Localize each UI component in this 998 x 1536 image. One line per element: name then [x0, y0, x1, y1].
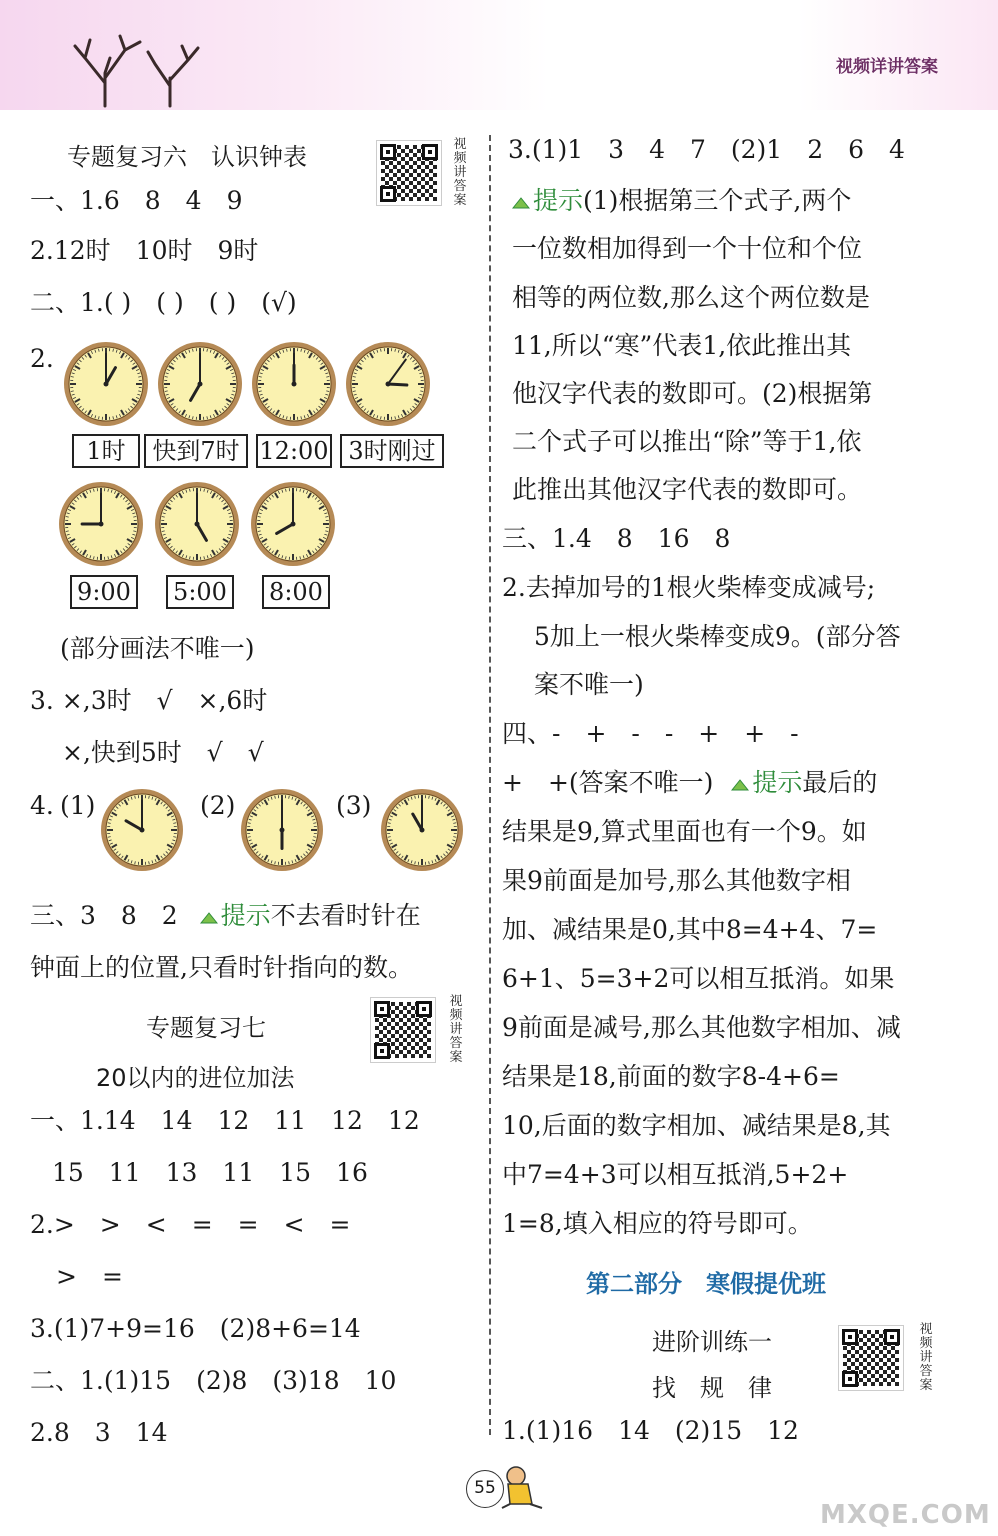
training-subtitle: 找 规 律 — [652, 1374, 772, 1402]
answer-line: ×,快到5时 √ √ — [62, 738, 264, 767]
answer-line: 5加上一根火柴棒变成9。(部分答 — [534, 622, 901, 651]
answer-line: 中7=4+3可以相互抵消,5+2+ — [502, 1160, 849, 1189]
answer-line: 2. — [30, 344, 54, 373]
answer-line: 相等的两位数,那么这个两位数是 — [512, 283, 870, 312]
answer-line: 一位数相加得到一个十位和个位 — [512, 234, 863, 263]
hint-icon — [200, 901, 221, 930]
answer-line: + +(答案不唯一) 提示最后的 — [502, 768, 878, 797]
answer-line: 4. — [30, 791, 54, 820]
answer-line: 钟面上的位置,只看时针指向的数。 — [30, 953, 413, 982]
part-label: (2) — [200, 791, 236, 820]
answer-line: 9前面是减号,那么其他数字相加、减 — [502, 1013, 901, 1042]
answer-line: 他汉字代表的数即可。(2)根据第 — [512, 379, 873, 408]
section-subtitle-7: 20以内的进位加法 — [96, 1064, 295, 1092]
qr-label: 视频讲答案 — [453, 137, 467, 208]
section-title-7: 专题复习七 — [146, 1014, 266, 1042]
answer-line: 3.(1)1 3 4 7 (2)1 2 6 4 — [508, 135, 905, 164]
clock-face-icon — [241, 789, 323, 871]
clock-face-icon — [64, 342, 148, 426]
qr-label: 视频讲答案 — [449, 994, 463, 1065]
answer-line: 10,后面的数字相加、减结果是8,其 — [502, 1111, 891, 1140]
part-label: (1) — [60, 791, 96, 820]
clock-face-icon — [346, 342, 430, 426]
answer-line: 3. ×,3时 √ ×,6时 — [30, 686, 268, 715]
answer-line: 15 11 13 11 15 16 — [52, 1158, 368, 1187]
answer-line: 一、1.14 14 12 11 12 12 — [30, 1106, 420, 1135]
tree-decoration-icon — [60, 28, 210, 108]
answer-line: 果9前面是加号,那么其他数字相 — [502, 866, 851, 895]
part-title: 第二部分 寒假提优班 — [586, 1270, 826, 1298]
answer-line: 三、1.4 8 16 8 — [502, 524, 731, 553]
clock-label: 3时刚过 — [340, 434, 444, 468]
answer-line: 2.> > < = = < = — [30, 1210, 351, 1239]
note: (部分画法不唯一) — [60, 634, 255, 663]
qr-code-3[interactable] — [838, 1325, 904, 1391]
hint-label: 提示 — [752, 768, 803, 797]
answer-line: 1=8,填入相应的符号即可。 — [502, 1209, 813, 1238]
answer-line: 一、1.6 8 4 9 — [30, 186, 243, 215]
answer-line: 三、3 8 2 提示不去看时针在 — [30, 901, 421, 930]
mascot-icon — [498, 1462, 548, 1512]
clock-face-icon — [381, 789, 463, 871]
hint-label: 提示 — [220, 901, 271, 930]
hint-icon — [731, 768, 752, 797]
clock-row-3 — [95, 786, 465, 876]
section-title-6: 专题复习六 认识钟表 — [67, 143, 307, 171]
answer-line: 二、1.( ) ( ) ( ) (√) — [30, 288, 297, 317]
clock-label: 8:00 — [262, 575, 330, 609]
answer-line: 6+1、5=3+2可以相互抵消。如果 — [502, 964, 895, 993]
answer-line: 四、- + - - + + - — [502, 719, 799, 748]
answer-line: 结果是9,算式里面也有一个9。如 — [502, 817, 867, 846]
clock-face-icon — [155, 482, 239, 566]
answer-line: 结果是18,前面的数字8-4+6= — [502, 1062, 840, 1091]
clock-face-icon — [251, 482, 335, 566]
qr-code-2[interactable] — [370, 997, 436, 1063]
answer-line: 2.8 3 14 — [30, 1418, 168, 1447]
answer-line: 加、减结果是0,其中8=4+4、7= — [502, 915, 878, 944]
hint-label: 提示 — [533, 186, 584, 215]
watermark: MXQE.COM — [820, 1500, 991, 1530]
answer-line: 1.(1)16 14 (2)15 12 — [502, 1416, 799, 1445]
answer-line: > = — [56, 1262, 123, 1291]
part-label: (3) — [336, 791, 372, 820]
clock-row-1 — [60, 340, 450, 430]
qr-code-1[interactable] — [376, 140, 442, 206]
qr-label: 视频讲答案 — [919, 1322, 933, 1393]
hint-icon — [512, 186, 533, 215]
clock-row-2 — [55, 478, 345, 568]
clock-label: 1时 — [72, 434, 140, 468]
answer-line: 此推出其他汉字代表的数即可。 — [512, 475, 863, 504]
column-divider — [489, 135, 491, 1435]
clock-label: 9:00 — [70, 575, 138, 609]
answer-line: 案不唯一) — [534, 670, 644, 699]
header-tag: 视频详讲答案 — [836, 57, 938, 77]
clock-face-icon — [158, 342, 242, 426]
answer-line: 3.(1)7+9=16 (2)8+6=14 — [30, 1314, 361, 1343]
clock-label: 快到7时 — [144, 434, 248, 468]
answer-line: 提示(1)根据第三个式子,两个 — [512, 188, 851, 213]
answer-line: 2.去掉加号的1根火柴棒变成减号; — [502, 573, 876, 602]
clock-face-icon — [252, 342, 336, 426]
clock-face-icon — [59, 482, 143, 566]
answer-line: 2.12时 10时 9时 — [30, 236, 259, 265]
clock-label: 5:00 — [166, 575, 234, 609]
answer-line: 二个式子可以推出“除”等于1,依 — [512, 427, 862, 456]
answer-line: 11,所以“寒”代表1,依此推出其 — [512, 331, 852, 360]
training-title: 进阶训练一 — [652, 1328, 772, 1356]
answer-line: 二、1.(1)15 (2)8 (3)18 10 — [30, 1366, 397, 1395]
clock-face-icon — [101, 789, 183, 871]
clock-label: 12:00 — [256, 434, 332, 468]
page-number: 55 — [466, 1470, 504, 1508]
